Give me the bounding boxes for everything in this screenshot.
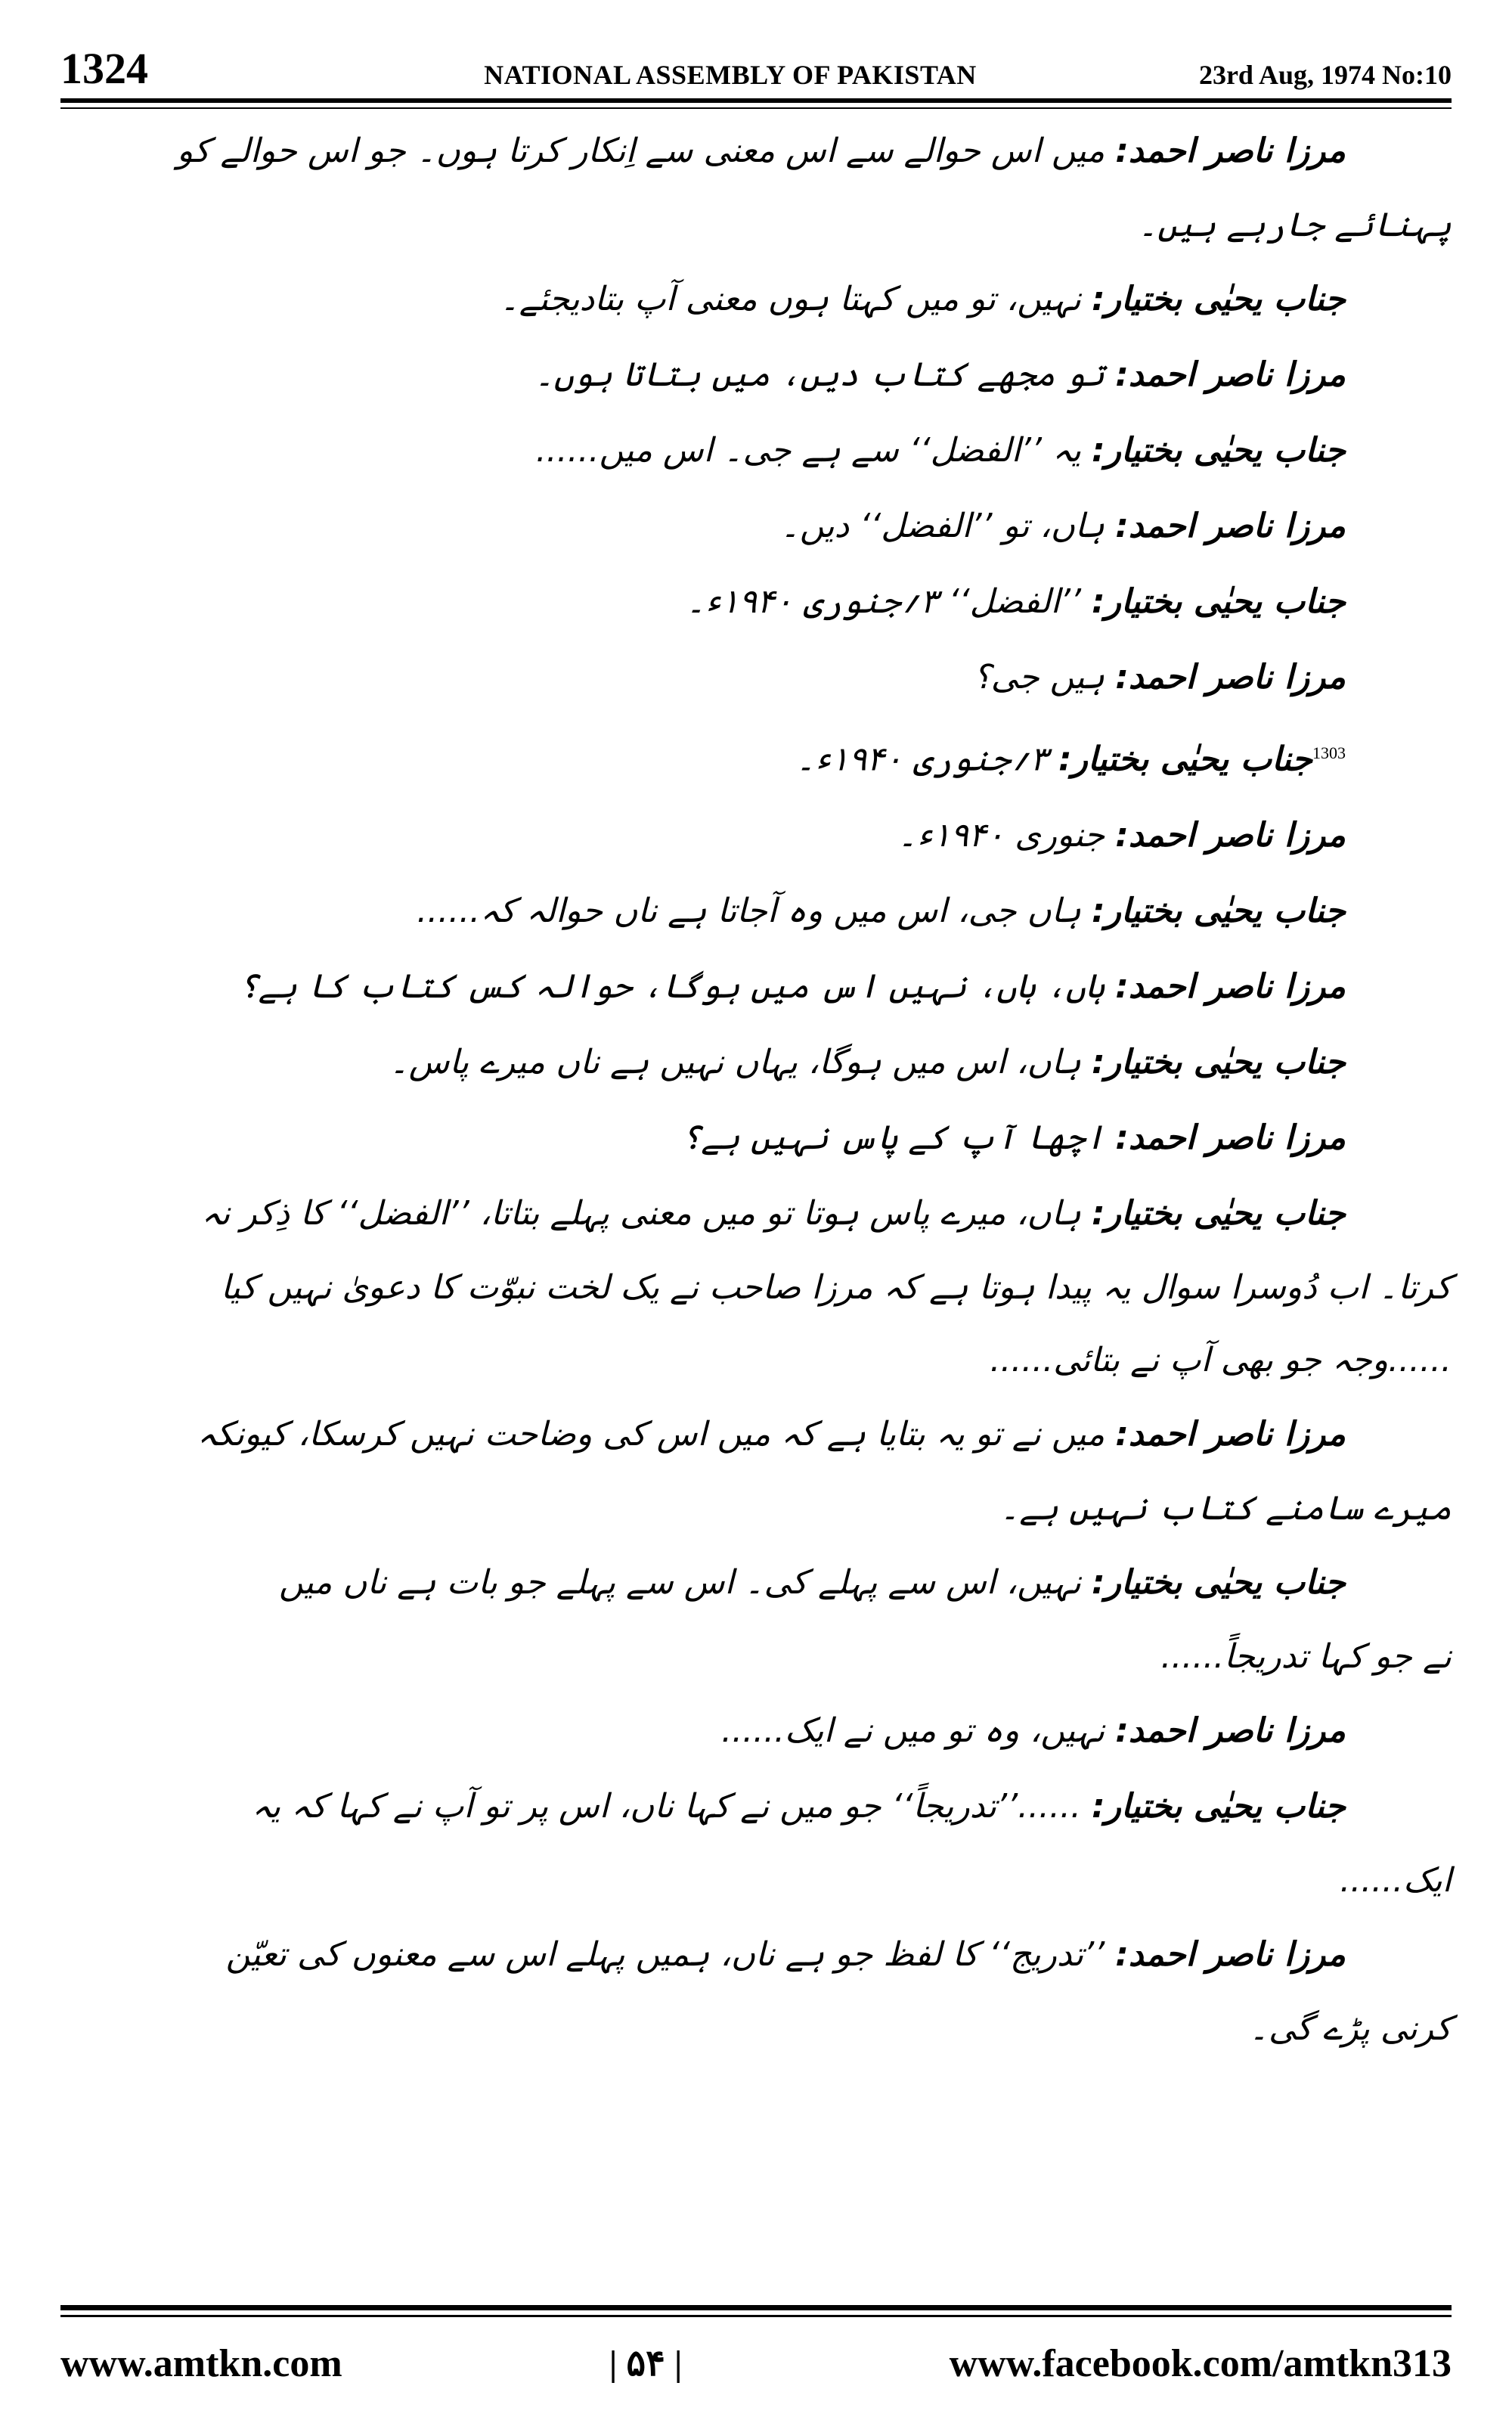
speaker-name: جناب یحیٰی بختیار:: [1092, 891, 1346, 930]
speaker-name: جناب یحیٰی بختیار:: [1092, 1562, 1346, 1602]
speech-continuation: [60, 189, 1452, 262]
speech-paragraph: [60, 564, 1452, 640]
speech-text: ہاں جی، اس میں وہ آجاتا ہے ناں حوالہ کہ......: [417, 891, 1092, 930]
speech-paragraph: [60, 1397, 1452, 1472]
speaker-name: مرزا ناصر احمد:: [1115, 132, 1346, 170]
page-header: [60, 30, 1452, 91]
speech-paragraph: [60, 1025, 1452, 1100]
speech-paragraph: [60, 413, 1452, 489]
speaker-name: جناب یحیٰی بختیار:: [1092, 431, 1346, 470]
speech-text: ’’تدریج‘‘ کا لفظ جو ہے ناں، ہمیں پہلے اس سے معنوں کی تعیّن: [225, 1934, 1116, 1974]
speaker-name: جناب یحیٰی بختیار:: [1058, 740, 1312, 779]
speech-paragraph: [60, 337, 1452, 413]
speaker-name: مرزا ناصر احمد:: [1115, 507, 1346, 545]
speech-paragraph: [60, 715, 1452, 798]
speech-paragraph: [60, 949, 1452, 1025]
footer-website-link[interactable]: www.amtkn.com: [60, 2341, 342, 2385]
speech-text: ہاں، میرے پاس ہوتا تو میں معنی پہلے بتاتا، ’’الفضل‘‘ کا ذِکر نہ: [201, 1193, 1092, 1233]
speech-paragraph: [60, 1176, 1452, 1252]
speech-text: ہاں، ہاں، نہیں اس میں ہوگا، حوالہ کس کتاب کا ہے؟: [238, 966, 1116, 1006]
speech-paragraph: [60, 1100, 1452, 1176]
speaker-name: مرزا ناصر احمد:: [1115, 1934, 1346, 1974]
speaker-name: جناب یحیٰی بختیار:: [1092, 1042, 1346, 1081]
speech-text: نہیں، تو میں کہتا ہوں معنی آپ بتادیجئے۔: [500, 280, 1092, 318]
speaker-name: مرزا ناصر احمد:: [1115, 966, 1346, 1006]
speech-text: پہنائے جارہے ہیں۔: [1138, 206, 1452, 244]
speech-paragraph: [60, 262, 1452, 337]
speech-text: ہیں جی؟: [973, 658, 1116, 697]
speech-text: اچھا آپ کے پاس نہیں ہے؟: [681, 1118, 1116, 1157]
speech-paragraph: [60, 113, 1452, 189]
speech-text: یہ ’’الفضل‘‘ سے ہے جی۔ اس میں......: [535, 431, 1092, 470]
page-number: 1324: [60, 44, 148, 93]
speech-paragraph: [60, 1545, 1452, 1621]
transcript-body: [60, 113, 1452, 2291]
speech-text: میرے سامنے کتاب نہیں ہے۔: [999, 1488, 1452, 1528]
page-footer: [60, 2341, 1452, 2386]
speech-text: ......’’تدریجاً‘‘ جو میں نے کہا ناں، اس پر تو آپ نے کہا کہ یہ: [252, 1786, 1092, 1826]
speech-text: کرنی پڑے گی۔: [1249, 2009, 1452, 2048]
speech-text: ’’الفضل‘‘ ۳؍جنوری ۱۹۴۰ء۔: [686, 582, 1092, 621]
speech-text: میں اس حوالے سے اس معنی سے اِنکار کرتا ہوں۔ جو اس حوالے کو: [176, 132, 1116, 170]
speech-paragraph: [60, 798, 1452, 873]
speech-text: تو مجھے کتاب دیں، میں بتاتا ہوں۔: [534, 355, 1116, 394]
speech-paragraph: [60, 489, 1452, 564]
speech-continuation: [60, 1621, 1452, 1693]
speaker-name: مرزا ناصر احمد:: [1115, 1118, 1346, 1157]
footnote-marker: 1303: [1312, 743, 1346, 762]
speech-text: کرتا۔ اب دُوسرا سوال یہ پیدا ہوتا ہے کہ مرزا صاحب نے یک لخت نبوّت کا دعویٰ نہیں کیا: [220, 1267, 1452, 1307]
speech-text: ۳؍جنوری ۱۹۴۰ء۔: [795, 740, 1058, 779]
footer-page-indicator: | ۵۴ |: [609, 2344, 683, 2384]
speech-text: جنوری ۱۹۴۰ء۔: [897, 815, 1116, 855]
speech-text: میں نے تو یہ بتایا ہے کہ میں اس کی وضاحت نہیں کرسکا، کیونکہ: [197, 1414, 1116, 1454]
speaker-name: جناب یحیٰی بختیار:: [1092, 1193, 1346, 1233]
speech-text: نہیں، اس سے پہلے کی۔ اس سے پہلے جو بات ہے ناں میں: [278, 1562, 1092, 1602]
speaker-name: جناب یحیٰی بختیار:: [1092, 582, 1346, 621]
speech-paragraph: [60, 1917, 1452, 1993]
speech-continuation: [60, 1472, 1452, 1545]
speaker-name: مرزا ناصر احمد:: [1115, 1711, 1346, 1750]
speech-continuation: [60, 1252, 1452, 1324]
speech-text: ہاں، اس میں ہوگا، یہاں نہیں ہے ناں میرے پاس۔: [389, 1042, 1092, 1081]
header-date: 23rd Aug, 1974 No:10: [1198, 60, 1452, 90]
speaker-name: مرزا ناصر احمد:: [1115, 815, 1346, 855]
speech-paragraph: [60, 873, 1452, 949]
speaker-name: جناب یحیٰی بختیار:: [1092, 280, 1346, 318]
speech-continuation: [60, 1844, 1452, 1917]
footer-rule-thick: [60, 2305, 1452, 2310]
speech-text: ......وجہ جو بھی آپ نے بتائی......: [990, 1340, 1452, 1379]
speaker-name: مرزا ناصر احمد:: [1115, 1414, 1346, 1454]
header-title: NATIONAL ASSEMBLY OF PAKISTAN: [484, 60, 977, 90]
speech-paragraph: [60, 640, 1452, 715]
speech-continuation: [60, 1993, 1452, 2065]
speech-paragraph: [60, 1693, 1452, 1769]
footer-rule-thin: [60, 2315, 1452, 2317]
speaker-name: جناب یحیٰی بختیار:: [1092, 1786, 1346, 1826]
speech-text: نہیں، وہ تو میں نے ایک......: [721, 1711, 1116, 1750]
speaker-name: مرزا ناصر احمد:: [1115, 355, 1346, 394]
speech-paragraph: [60, 1769, 1452, 1844]
speaker-name: مرزا ناصر احمد:: [1115, 658, 1346, 697]
footer-facebook-link[interactable]: www.facebook.com/amtkn313: [949, 2341, 1452, 2385]
speech-text: نے جو کہا تدریجاً......: [1160, 1637, 1452, 1676]
speech-continuation: [60, 1324, 1452, 1397]
speech-text: ایک......: [1340, 1860, 1452, 1900]
header-rule-thin: [60, 107, 1452, 109]
header-rule-thick: [60, 98, 1452, 103]
speech-text: ہاں، تو ’’الفضل‘‘ دیں۔: [780, 507, 1116, 545]
